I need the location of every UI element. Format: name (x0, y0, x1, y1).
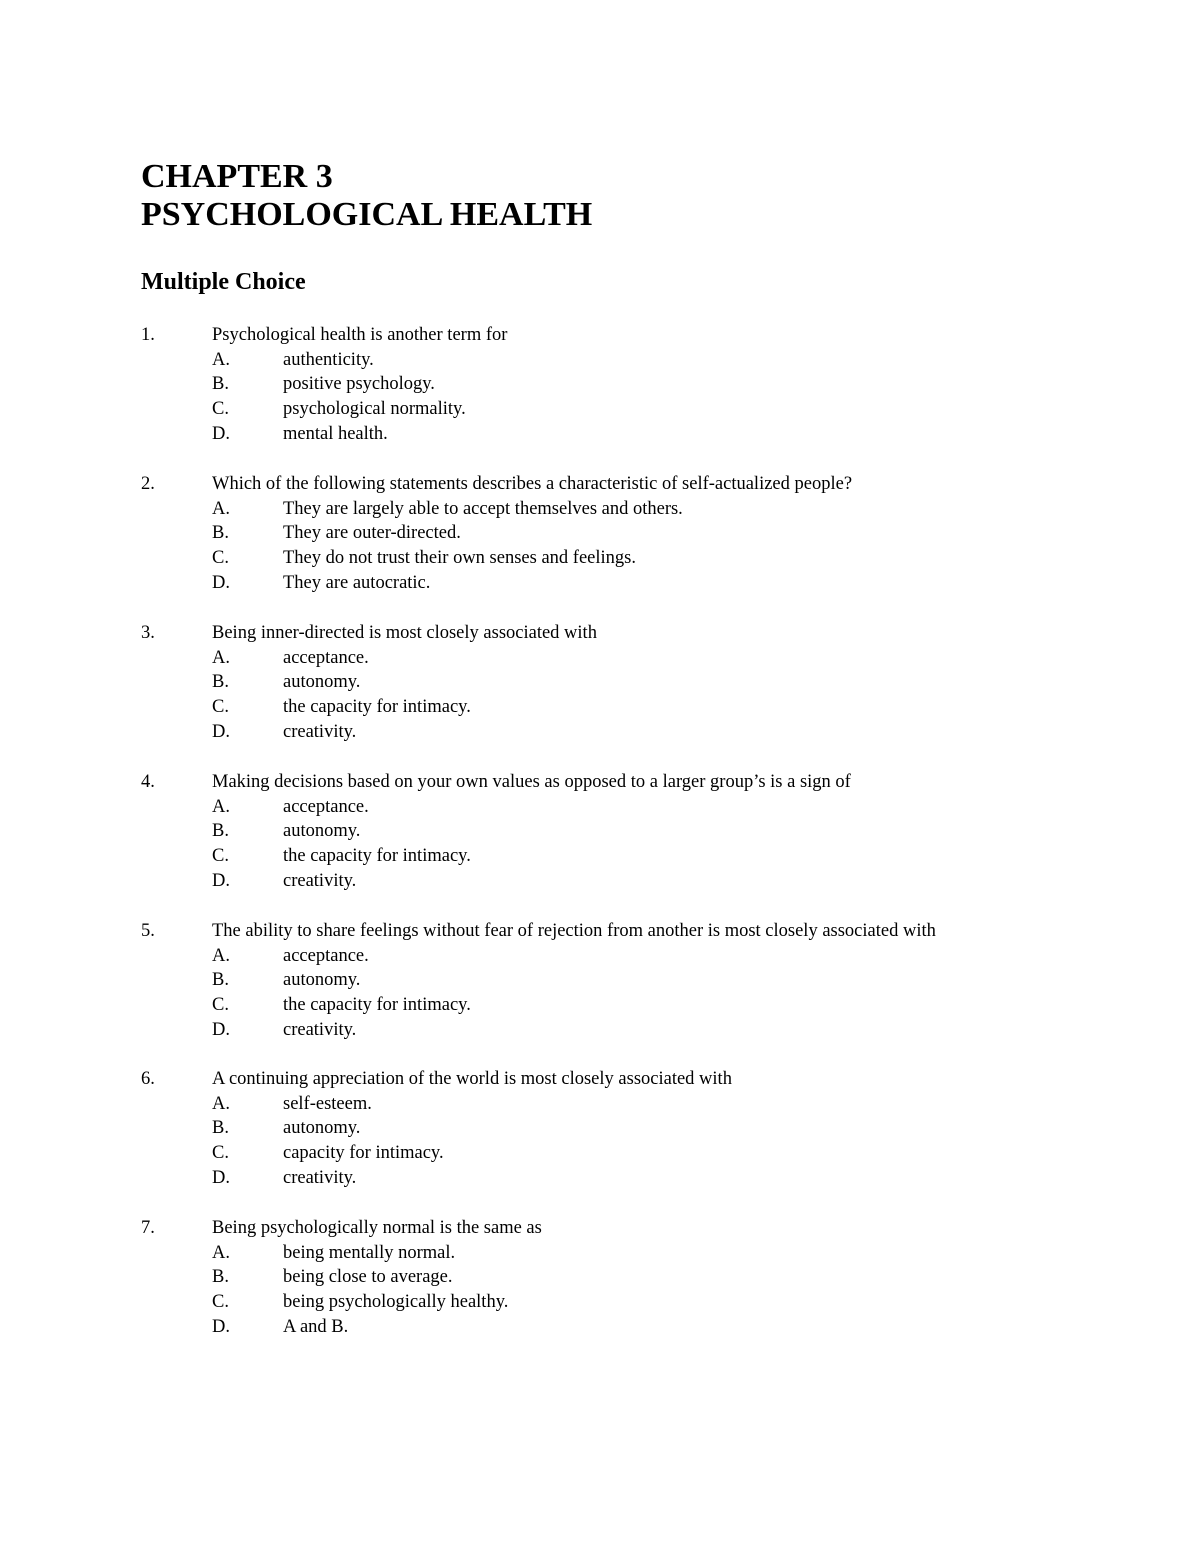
question-number: 3. (141, 623, 155, 643)
option-c: C. the capacity for intimacy. (212, 846, 471, 867)
option-d: D. mental health. (212, 423, 388, 444)
question-number: 6. (141, 1069, 155, 1089)
option-c: C. the capacity for intimacy. (212, 995, 471, 1016)
question-number: 7. (141, 1218, 155, 1238)
question-text: Being inner-directed is most closely associated with (212, 623, 597, 643)
question-5 (0, 919, 1200, 1042)
question-1 (0, 323, 1200, 446)
question-number: 5. (141, 921, 155, 941)
question-text: Being psychologically normal is the same as (212, 1218, 542, 1238)
question-text: Which of the following statements describes a characteristic of self-actualized people? (212, 474, 853, 494)
option-c: C. being psychologically healthy. (212, 1292, 509, 1313)
option-a: A. acceptance. (212, 647, 369, 668)
option-c: C. They do not trust their own senses and feelings. (212, 548, 636, 569)
option-b: B. autonomy. (212, 970, 361, 991)
option-d: D. creativity. (212, 870, 357, 891)
option-a: A. They are largely able to accept themselves and others. (212, 498, 683, 519)
question-text: Making decisions based on your own values as opposed to a larger group’s is a sign of (212, 772, 851, 792)
option-d: D. creativity. (212, 1019, 357, 1040)
option-c: C. capacity for intimacy. (212, 1143, 444, 1164)
question-text: Psychological health is another term for (212, 325, 508, 345)
option-a: A. self-esteem. (212, 1093, 372, 1114)
option-d: D. A and B. (212, 1316, 349, 1337)
option-d: D. creativity. (212, 1167, 357, 1188)
question-text: A continuing appreciation of the world is most closely associated with (212, 1069, 732, 1089)
chapter-label: CHAPTER 3 (141, 158, 333, 195)
question-2 (0, 472, 1200, 595)
option-a: A. acceptance. (212, 796, 369, 817)
question-7 (0, 1216, 1200, 1339)
option-d: D. They are autocratic. (212, 572, 431, 593)
question-number: 4. (141, 772, 155, 792)
question-text: The ability to share feelings without fear of rejection from another is most closely associated with (212, 921, 936, 941)
option-b: B. positive psychology. (212, 374, 435, 395)
option-d: D. creativity. (212, 721, 357, 742)
option-a: A. being mentally normal. (212, 1242, 456, 1263)
option-c: C. psychological normality. (212, 399, 466, 420)
chapter-title: PSYCHOLOGICAL HEALTH (141, 196, 593, 233)
option-b: B. They are outer-directed. (212, 523, 461, 544)
question-number: 1. (141, 325, 155, 345)
option-b: B. autonomy. (212, 821, 361, 842)
option-a: A. acceptance. (212, 945, 369, 966)
question-number: 2. (141, 474, 155, 494)
option-b: B. autonomy. (212, 1118, 361, 1139)
question-6 (0, 1067, 1200, 1190)
section-title: Multiple Choice (141, 269, 306, 295)
option-a: A. authenticity. (212, 349, 374, 370)
option-c: C. the capacity for intimacy. (212, 697, 471, 718)
question-3 (0, 621, 1200, 744)
option-b: B. being close to average. (212, 1267, 453, 1288)
option-b: B. autonomy. (212, 672, 361, 693)
question-4 (0, 770, 1200, 893)
